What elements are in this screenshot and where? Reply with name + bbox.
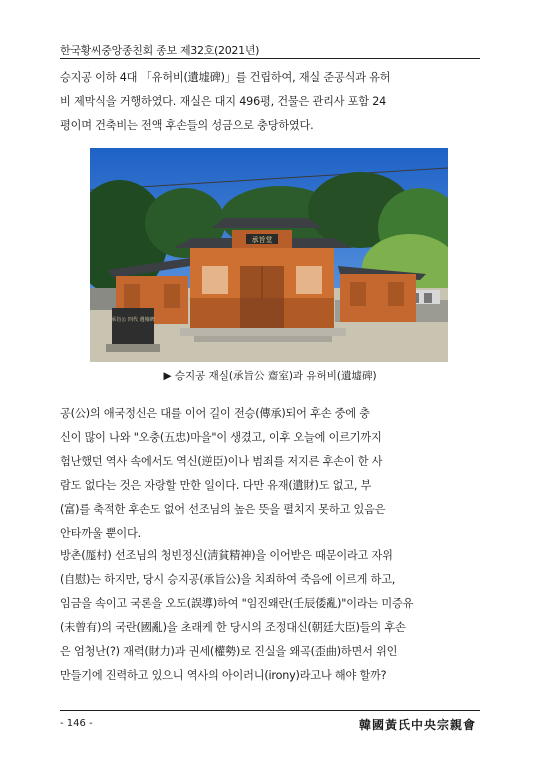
signboard-text: 承旨堂 [251,236,273,244]
text-line: 은 엄청난(?) 재력(財力)과 권세(權勢)로 진실을 왜곡(歪曲)하면서 위인 [60,645,398,658]
paragraph-patriotism [60,402,480,546]
text-line: 람도 없다는 것은 자랑할 만한 일이다. 다만 유재(遺財)도 없고, 부 [60,479,372,492]
text-line: 안타까울 뿐이다. [60,527,141,540]
organization-name: 韓國黃氏中央宗親會 [358,718,476,732]
text-line: 비 제막식을 거행하였다. 재실은 대지 496평, 건물은 관리사 포함 24 [60,95,387,108]
text-line: 승지공 이하 4대 「유허비(遺墟碑)」를 건립하여, 재실 준공식과 유허 [60,71,391,84]
text-line: 험난했던 역사 속에서도 역신(逆臣)이나 범죄를 저지른 후손이 한 사 [60,455,383,468]
text-line: 신이 많이 나와 "오충(五忠)마을"이 생겼고, 이후 오늘에 이르기까지 [60,431,382,444]
text-line: 방촌(厖村) 선조님의 청빈정신(淸貧精神)을 이어받은 때문이라고 자위 [60,549,393,562]
paragraph-honest-poverty [60,544,480,688]
text-line: 평이며 건축비는 전액 후손들의 성금으로 충당하였다. [60,119,314,132]
text-line: 만들기에 진력하고 있으니 역사의 아이러니(irony)라고나 해야 할까? [60,669,387,682]
text-line: 임금을 속이고 국론을 오도(誤導)하여 "임진왜란(壬辰倭亂)"이라는 미증유 [60,597,414,610]
paragraph-memorial-construction [60,66,480,138]
shrine-photo [90,148,448,362]
page-number: - 146 - [60,718,93,729]
text-line: 공(公)의 애국정신은 대를 이어 길이 전승(傳承)되어 후손 중에 충 [60,407,370,420]
text-line: (未曾有)의 국란(國亂)을 초래케 한 당시의 조정대신(朝廷大臣)들의 후손 [60,621,406,634]
footer-divider [60,710,480,711]
photo-caption: ▶ 승지공 재실(承旨公 齋室)과 유허비(遺墟碑) [163,370,377,382]
header-divider [60,58,480,59]
text-line: (富)를 축적한 후손도 없어 선조님의 높은 뜻을 펼치지 못하고 있음은 [60,503,386,516]
journal-header-title: 한국황씨중앙종친회 종보 제32호(2021년) [60,44,260,57]
text-line: (自慰)는 하지만, 당시 승지공(承旨公)을 치죄하여 죽음에 이르게 하고, [60,573,396,586]
memorial-stone-text: 承旨公 四代 遺墟碑 [111,317,155,323]
